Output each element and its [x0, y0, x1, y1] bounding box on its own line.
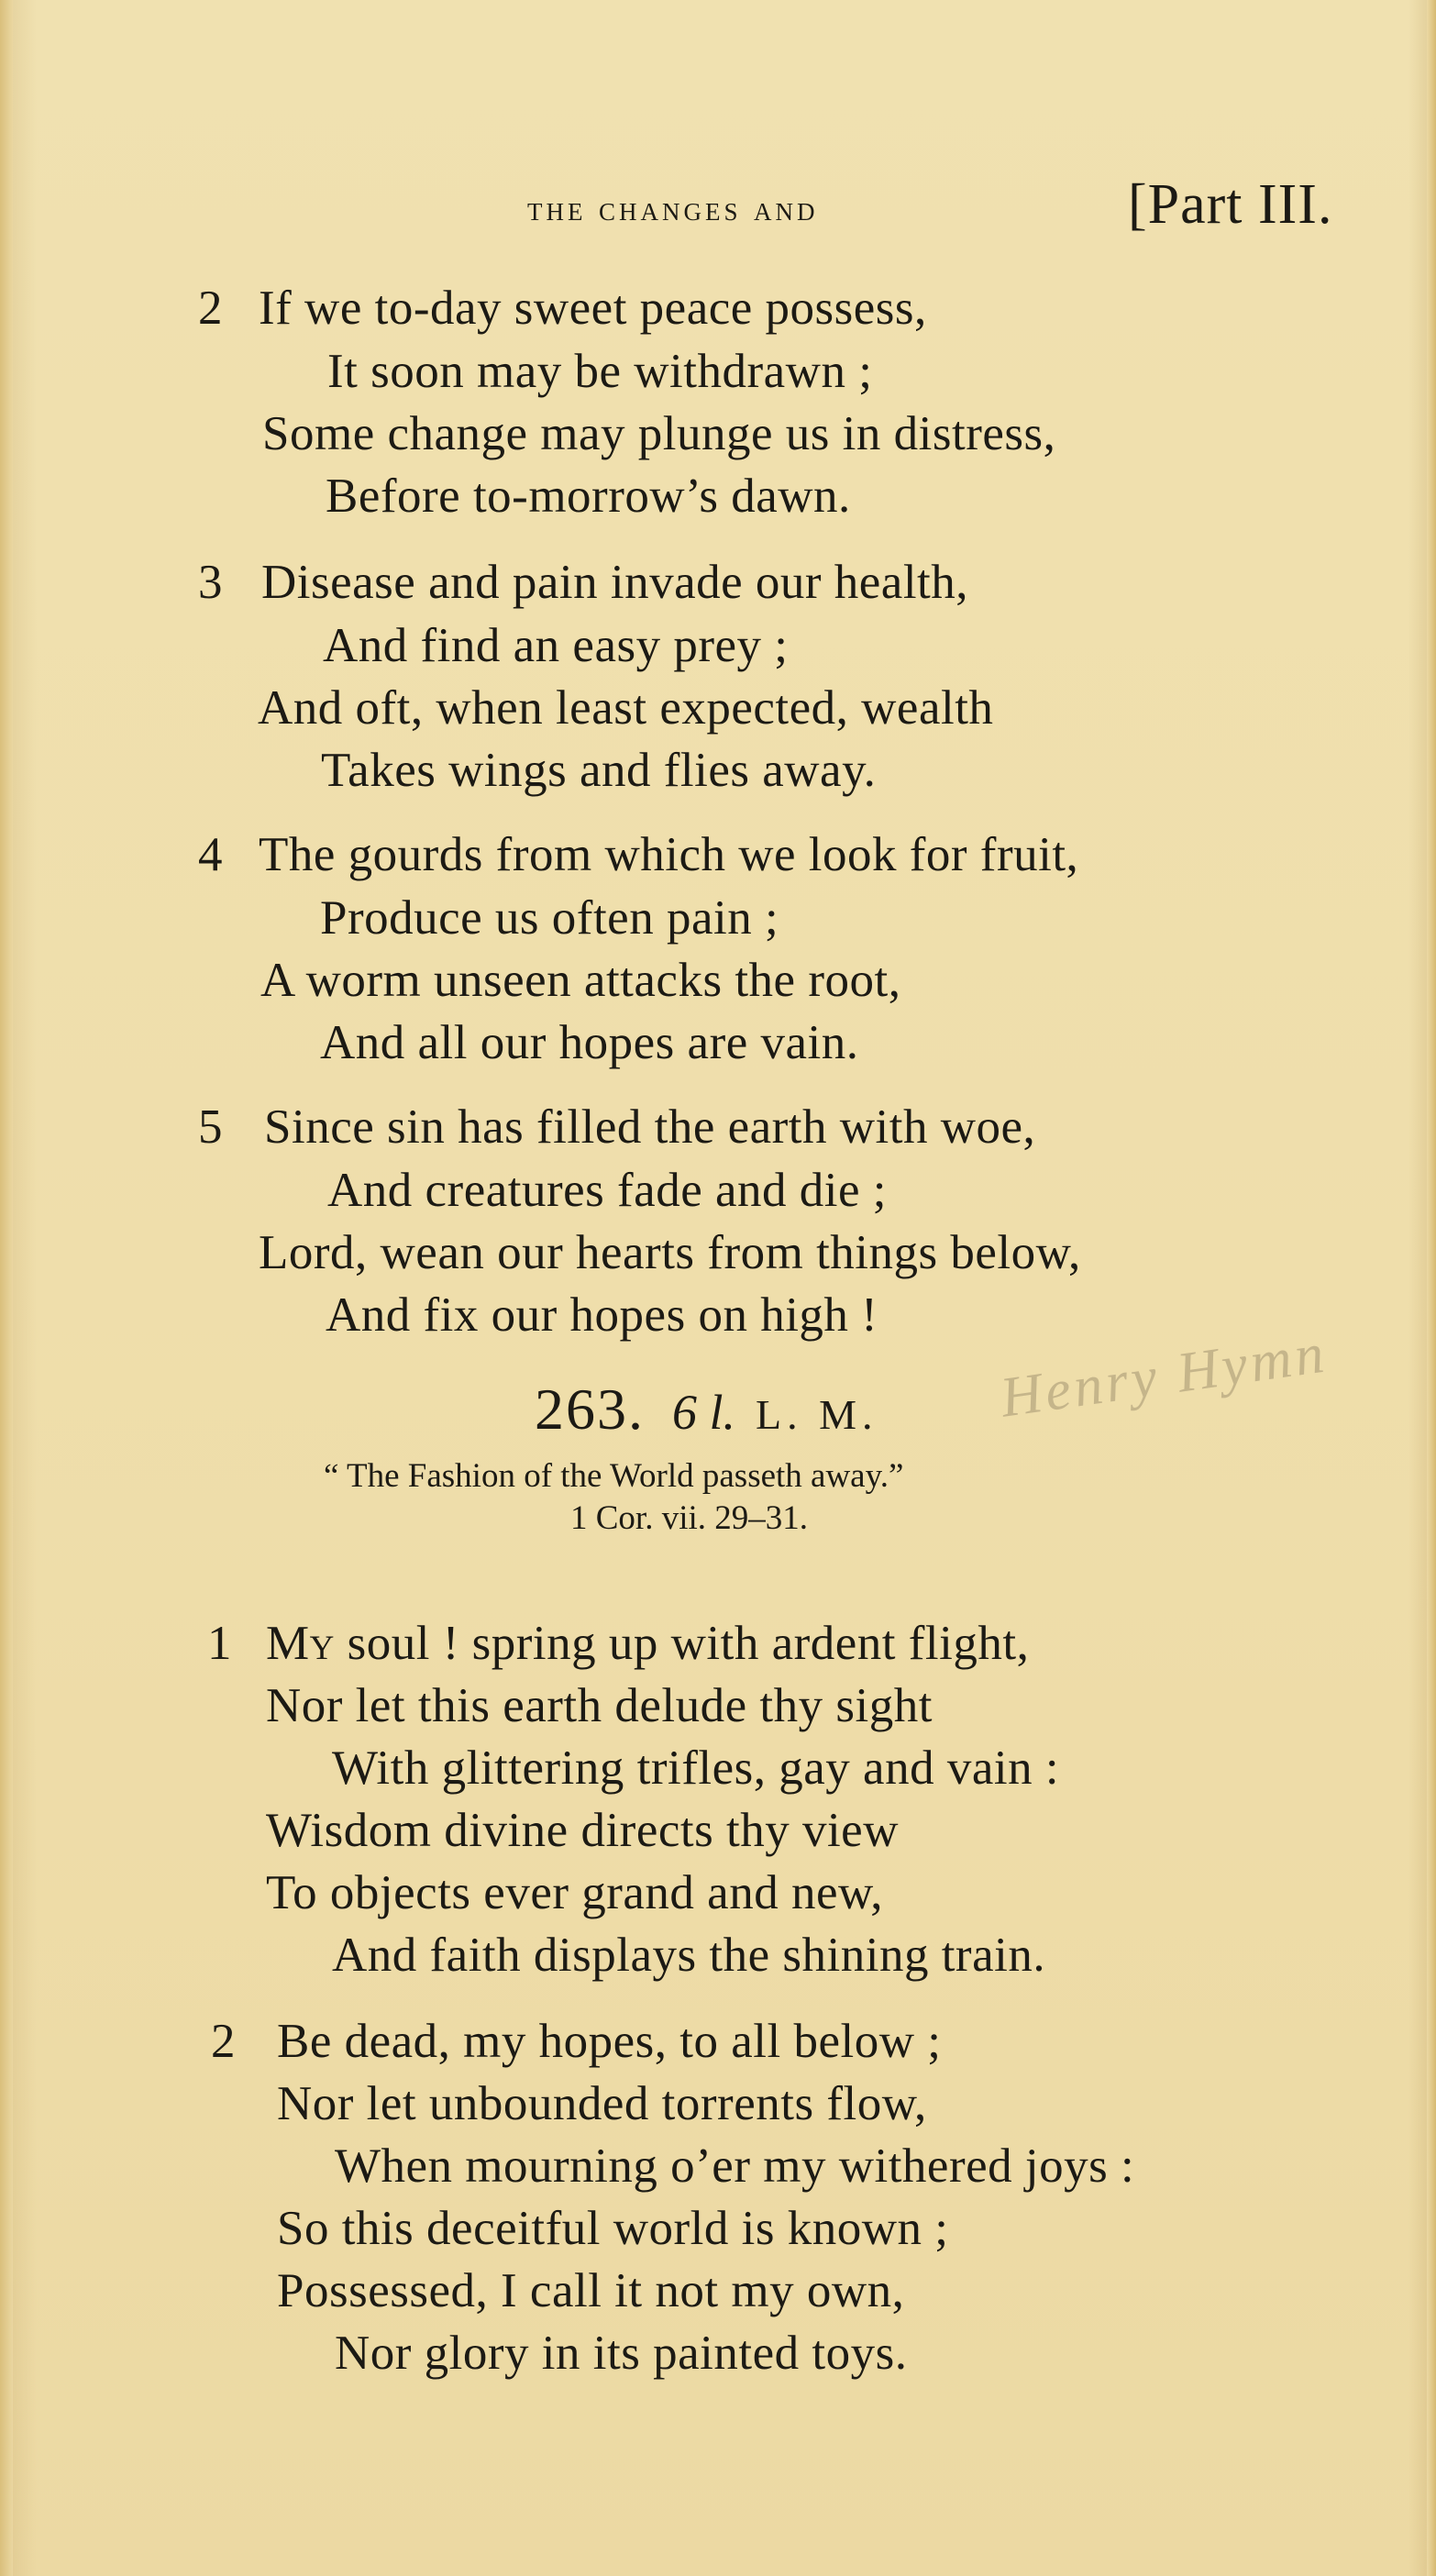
verse-line: Produce us often pain ; — [320, 891, 779, 945]
pencil-annotation: Henry Hymn — [996, 1321, 1331, 1430]
stanza-number: 4 — [198, 828, 223, 881]
verse-line: Be dead, my hopes, to all below ; — [277, 2015, 942, 2068]
verse-line: Nor let this earth delude thy sight — [266, 1679, 933, 1732]
verse-line: Nor let unbounded torrents flow, — [277, 2077, 927, 2130]
running-head-title: the changes and — [527, 190, 819, 228]
verse-line: Nor glory in its painted toys. — [335, 2327, 908, 2380]
verse-line: And faith displays the shining train. — [332, 1929, 1046, 1982]
verse-line: The gourds from which we look for fruit, — [259, 828, 1079, 881]
verse-line: And creatures fade and die ; — [327, 1164, 887, 1217]
verse-line: Some change may plunge us in distress, — [262, 407, 1056, 460]
hymn-tune-mark: 6 l. — [672, 1385, 736, 1440]
verse-line: So this deceitful world is known ; — [277, 2202, 949, 2255]
verse-line: To objects ever grand and new, — [266, 1866, 884, 1919]
verse-line: And fix our hopes on high ! — [326, 1288, 878, 1342]
verse-line-rest: soul ! spring up with ardent flight, — [334, 1617, 1030, 1670]
stanza-number: 3 — [198, 556, 223, 609]
scripture-reference: 1 Cor. vii. 29–31. — [570, 1499, 809, 1537]
part-label: [Part III. — [1128, 173, 1333, 236]
stanza-number: 1 — [207, 1617, 232, 1670]
verse-first-word: My — [266, 1617, 335, 1670]
verse-line: And all our hopes are vain. — [320, 1016, 859, 1069]
verse-line: Possessed, I call it not my own, — [277, 2264, 905, 2317]
verse-line — [266, 1616, 1029, 1671]
verse-line: With glittering trifles, gay and vain : — [332, 1741, 1060, 1795]
verse-line: And oft, when least expected, wealth — [258, 681, 994, 735]
verse-line: A worm unseen attacks the root, — [260, 954, 901, 1007]
page-fore-edge — [1427, 0, 1436, 2576]
verse-line: When mourning o’er my withered joys : — [335, 2139, 1135, 2193]
verse-line: Before to-morrow’s dawn. — [326, 470, 851, 523]
verse-line: Since sin has filled the earth with woe, — [264, 1100, 1036, 1154]
epigraph-quote: “ The Fashion of the World passeth away.” — [324, 1457, 904, 1495]
hymn-meter: L. M. — [756, 1391, 878, 1438]
stanza-number: 5 — [198, 1100, 223, 1154]
page-binding-edge — [0, 0, 13, 2576]
verse-line: Wisdom divine directs thy view — [266, 1804, 899, 1857]
stanza-number: 2 — [198, 282, 223, 335]
verse-line: Disease and pain invade our health, — [261, 556, 969, 609]
verse-line: And find an easy prey ; — [323, 619, 789, 672]
verse-line: Lord, wean our hearts from things below, — [259, 1226, 1081, 1279]
verse-line: It soon may be withdrawn ; — [327, 345, 873, 398]
verse-line: Takes wings and flies away. — [321, 744, 877, 797]
hymn-number: 263. — [535, 1376, 645, 1442]
verse-line: If we to-day sweet peace possess, — [259, 282, 927, 335]
stanza-number: 2 — [211, 2015, 236, 2068]
hymn-heading — [535, 1376, 878, 1443]
running-header — [0, 172, 1436, 246]
